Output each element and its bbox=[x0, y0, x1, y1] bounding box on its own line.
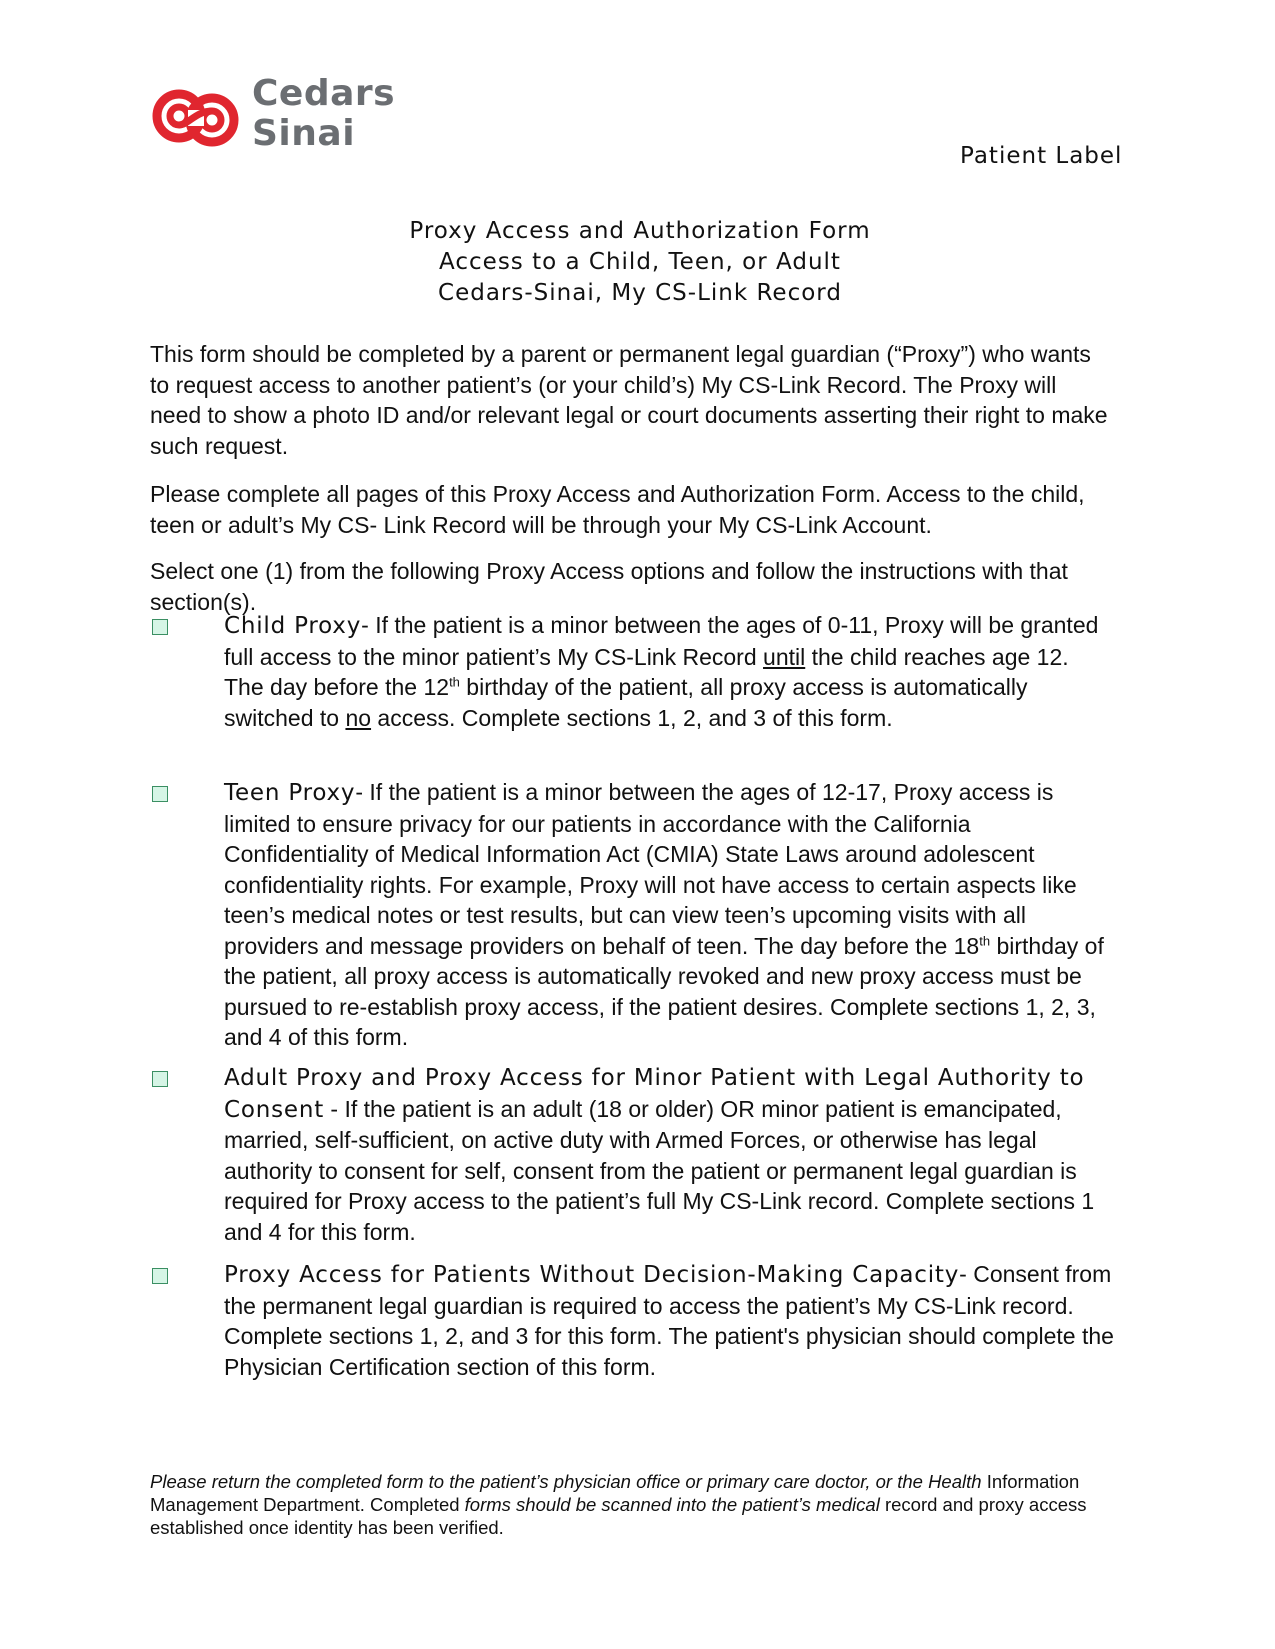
teen-proxy-heading: Teen Proxy bbox=[224, 780, 356, 806]
logo-wordmark-line1: Cedars bbox=[252, 73, 396, 114]
teen-proxy-text: Teen Proxy- If the patient is a minor between the ages of 12-17, Proxy access is limited to ensure privacy for our patients in accordance with the California Confidentiality of Medical Information Act (CMIA) State Laws around adolescent confidentiality rights. For example, Proxy will not have access to certain aspects like teen’s medical notes or test results, but can view teen’s upcoming visits with all providers and message providers on behalf of teen. The day before the 18th birthday of the patient, all proxy access is automatically revoked and new proxy access must be pursued to re-establish proxy access, if the patient desires. Complete sections 1, 2, 3, and 4 of this form. bbox=[224, 779, 1104, 1050]
child-proxy-checkbox[interactable] bbox=[152, 619, 168, 635]
title-line-2: Access to a Child, Teen, or Adult bbox=[439, 249, 841, 275]
child-proxy-text: Child Proxy- If the patient is a minor between the ages of 0-11, Proxy will be granted full access to the minor patient’s My CS-Link Record until the child reaches age 12. The day before the 12th birthday of the patient, all proxy access is automatically switched to no access. Complete sections 1, 2, and 3 of this form. bbox=[224, 612, 1099, 731]
intro-paragraph-1: This form should be completed by a parent or permanent legal guardian (“Proxy”) who wants to request access to another patient’s (or your child’s) My CS-Link Record. The Proxy will need to show a photo ID and/or relevant legal or court documents asserting their right to make such request. bbox=[150, 341, 1108, 459]
adult-proxy-checkbox[interactable] bbox=[152, 1071, 168, 1087]
capacity-proxy-text: Proxy Access for Patients Without Decision-Making Capacity- Consent from the permanent legal guardian is required to access the patient’s My CS-Link record. Complete sections 1, 2, and 3 for this form. The patient's physician should complete the Physician Certification section of this form. bbox=[224, 1261, 1114, 1380]
intro-paragraph-2: Please complete all pages of this Proxy Access and Authorization Form. Access to the child, teen or adult’s My CS- Link Record will be through your My CS-Link Account. bbox=[150, 481, 1085, 538]
return-instructions: Please return the completed form to the patient’s physician office or primary care doctor, or the Health Information Management Department. Completed forms should be scanned into the patient’s medical record and proxy access established once identity has been verified. bbox=[150, 1471, 1087, 1538]
title-line-1: Proxy Access and Authorization Form bbox=[409, 218, 871, 244]
adult-proxy-heading: Adult Proxy and Proxy Access for Minor Patient with Legal Authority to Consent bbox=[224, 1065, 1085, 1123]
form-title bbox=[300, 216, 980, 309]
patient-label: Patient Label bbox=[960, 143, 1123, 169]
logo-wordmark-line2: Sinai bbox=[252, 113, 356, 154]
adult-proxy-text: Adult Proxy and Proxy Access for Minor Patient with Legal Authority to Consent - If the patient is an adult (18 or older) OR minor patient is emancipated, married, self-sufficient, on active duty with Armed Forces, or otherwise has legal authority to consent for self, consent from the patient or permanent legal guardian is required for Proxy access to the patient’s full My CS-Link record. Complete sections 1 and 4 for this form. bbox=[224, 1065, 1095, 1245]
teen-proxy-checkbox[interactable] bbox=[152, 786, 168, 802]
cedars-sinai-mark-icon bbox=[148, 80, 244, 156]
capacity-proxy-checkbox[interactable] bbox=[152, 1268, 168, 1284]
intro-paragraph-3: Select one (1) from the following Proxy Access options and follow the instructions with that section(s). bbox=[150, 558, 1068, 615]
child-proxy-heading: Child Proxy bbox=[224, 613, 362, 639]
title-line-3: Cedars-Sinai, My CS-Link Record bbox=[438, 280, 842, 306]
capacity-proxy-heading: Proxy Access for Patients Without Decision-Making Capacity bbox=[224, 1262, 960, 1288]
cedars-sinai-logo bbox=[148, 73, 408, 164]
